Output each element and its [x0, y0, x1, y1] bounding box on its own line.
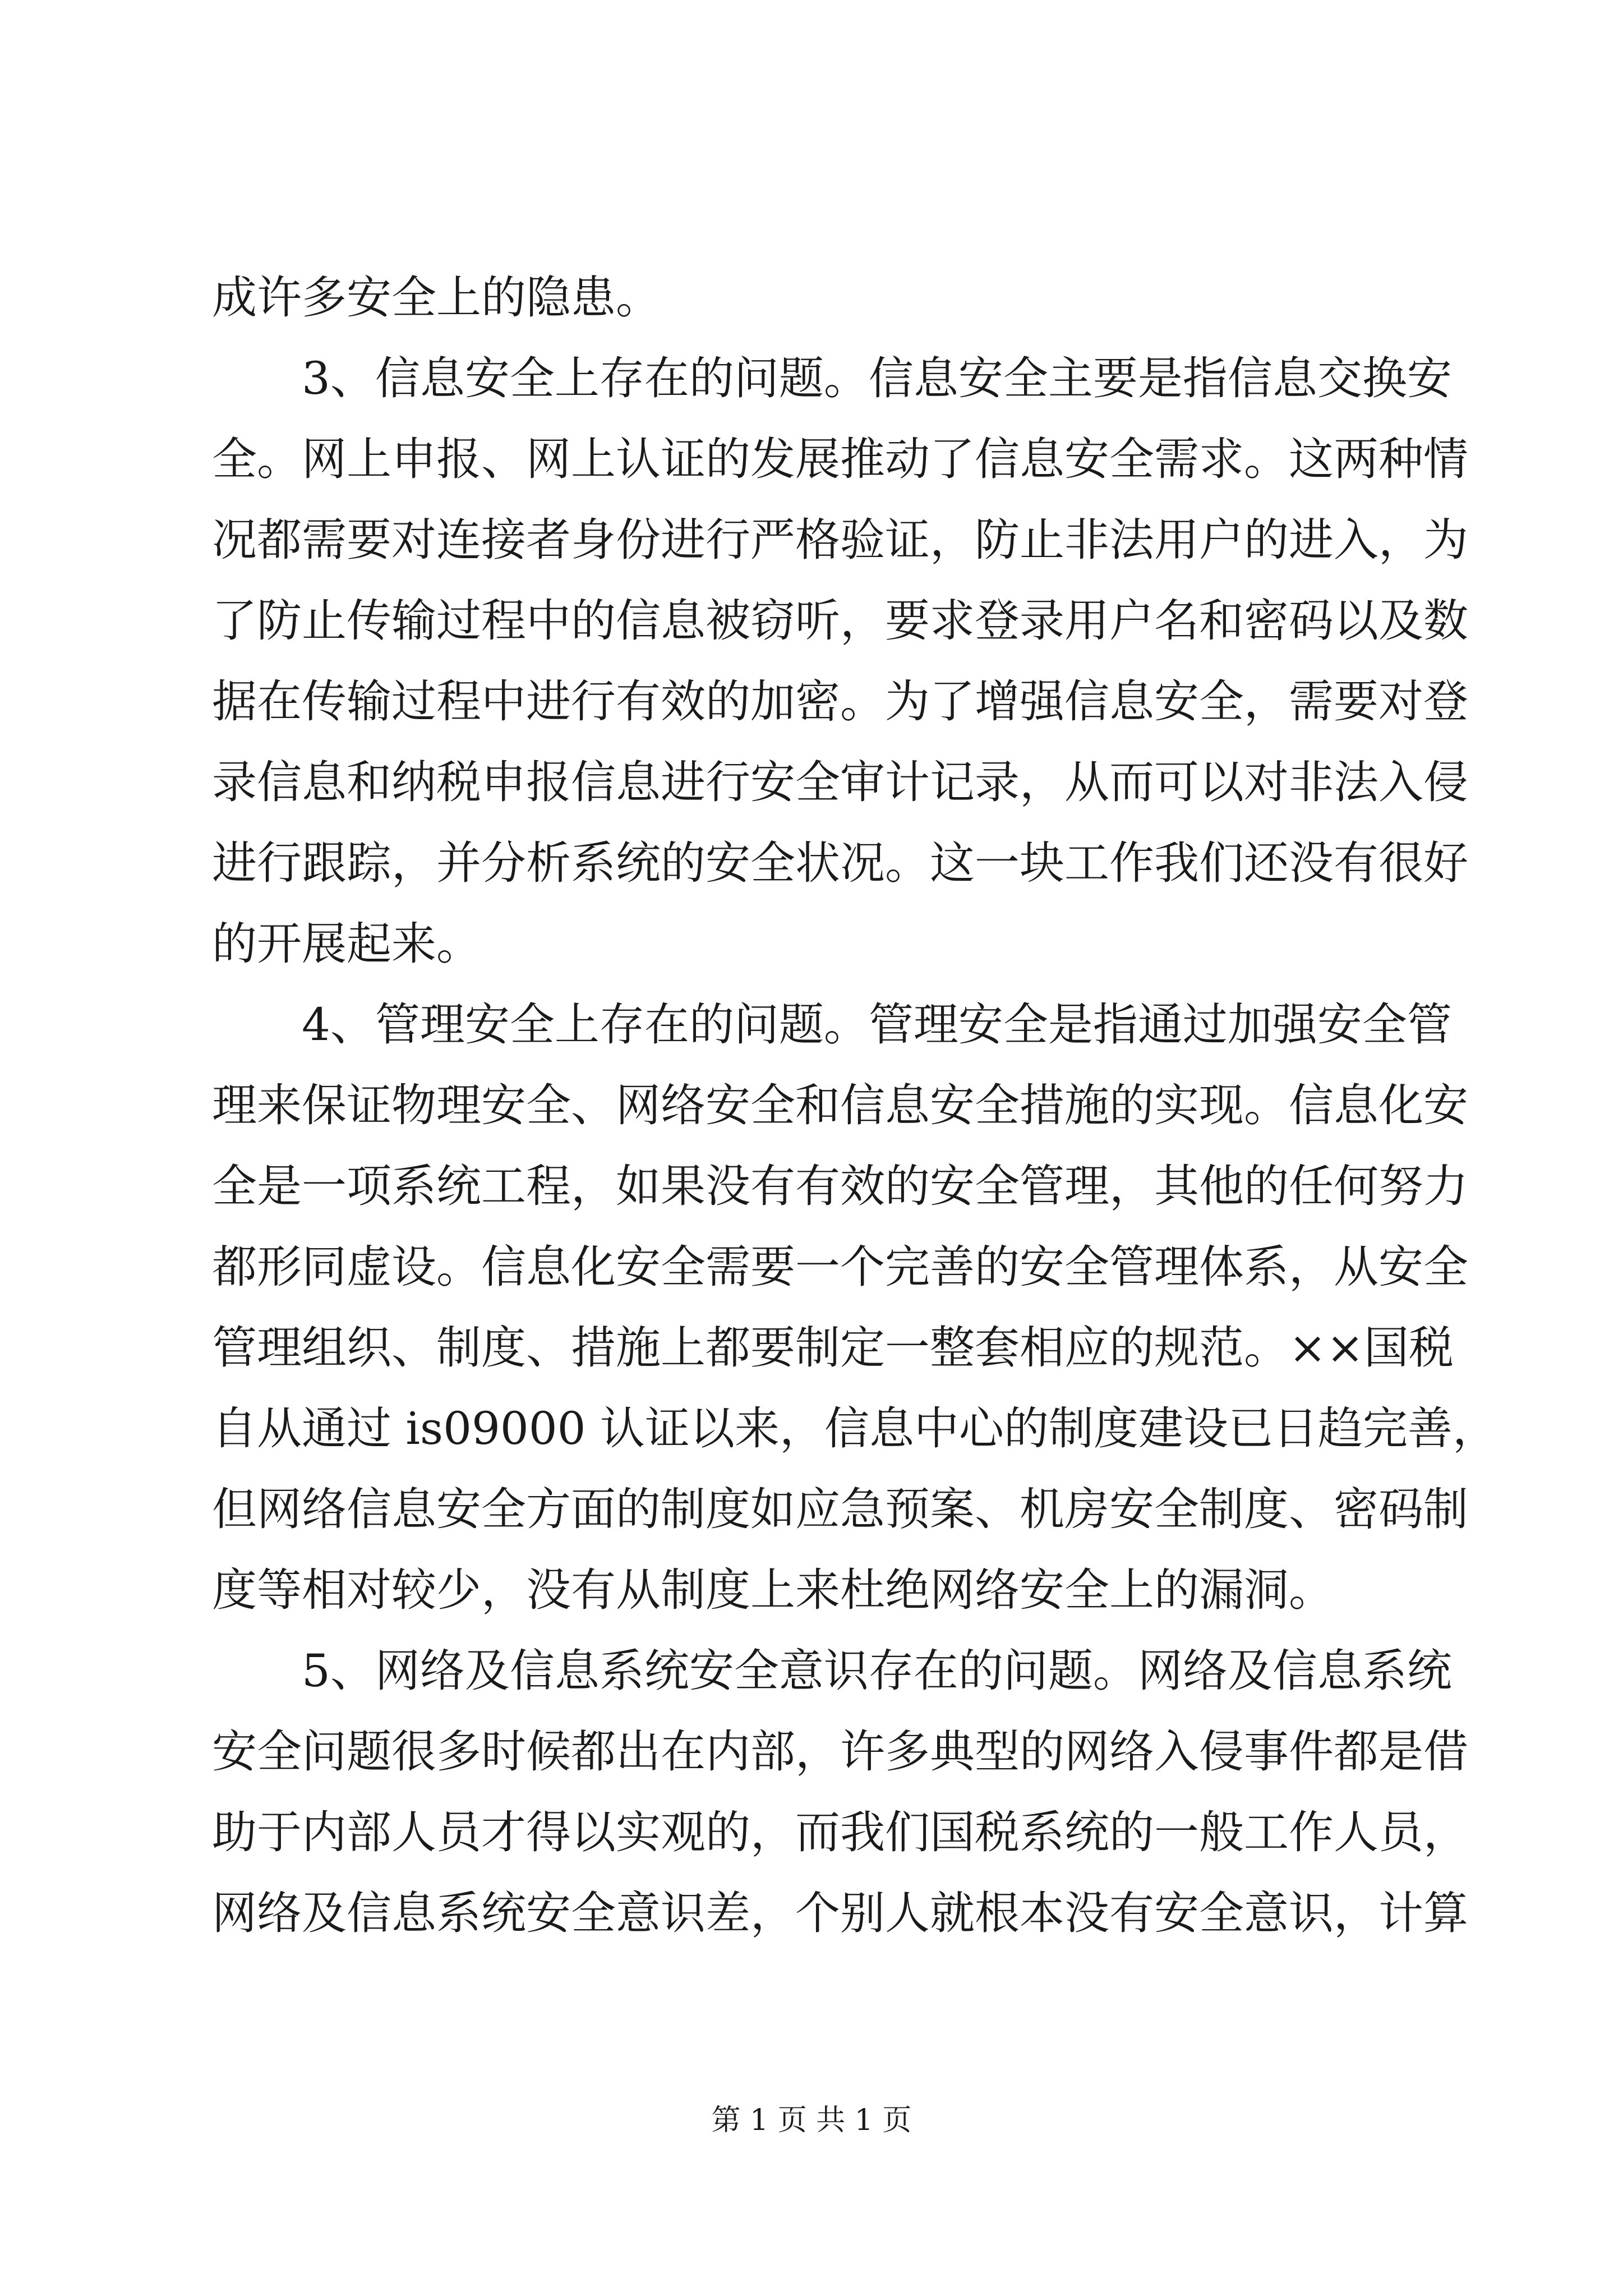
text-line [212, 1631, 1452, 1711]
text-line [212, 742, 1468, 823]
line-text: 进行跟踪，并分析系统的安全状况。这一块工作我们还没有很好 [212, 837, 1468, 889]
text-line [212, 1308, 1454, 1388]
document-body [212, 257, 1497, 1954]
paragraph [212, 984, 1497, 1631]
line-text: 4、管理安全上存在的问题。管理安全是指通过加强安全管 [302, 999, 1452, 1051]
text-line [212, 338, 1452, 419]
paragraph [212, 257, 1423, 338]
paragraph [212, 338, 1468, 984]
text-line [212, 581, 1468, 661]
line-text: 了防止传输过程中的信息被窃听，要求登录用户名和密码以及数 [212, 595, 1468, 647]
line-text: 的开展起来。 [212, 918, 481, 970]
line-text: 安全问题很多时候都出在内部，许多典型的网络入侵事件都是借 [212, 1726, 1468, 1778]
text-line [212, 1873, 1468, 1954]
text-line [212, 500, 1468, 581]
text-line [212, 823, 1468, 904]
line-text: 据在传输过程中进行有效的加密。为了增强信息安全，需要对登 [212, 675, 1468, 728]
line-text: 全。网上申报、网上认证的发展推动了信息安全需求。这两种情 [212, 433, 1468, 485]
text-line [212, 1065, 1468, 1146]
line-text: 都形同虚设。信息化安全需要一个完善的安全管理体系，从安全 [212, 1241, 1468, 1293]
line-text: 但网络信息安全方面的制度如应急预案、机房安全制度、密码制 [212, 1483, 1468, 1535]
text-line [212, 1227, 1468, 1308]
line-text: 成许多安全上的隐患。 [212, 272, 661, 324]
text-line [212, 1388, 1497, 1469]
text-line [212, 1146, 1468, 1227]
line-text: 3、信息安全上存在的问题。信息安全主要是指信息交换安 [302, 352, 1452, 404]
text-line [212, 1711, 1468, 1792]
line-text: 5、网络及信息系统安全意识存在的问题。网络及信息系统 [302, 1645, 1452, 1697]
line-text: 理来保证物理安全、网络安全和信息安全措施的实现。信息化安 [212, 1079, 1468, 1131]
line-text: 况都需要对连接者身份进行严格验证，防止非法用户的进入，为 [212, 514, 1468, 566]
text-line [212, 984, 1452, 1065]
text-line [212, 419, 1468, 500]
text-line [212, 1469, 1468, 1550]
line-text: 录信息和纳税申报信息进行安全审计记录，从而可以对非法入侵 [212, 756, 1468, 808]
line-text: 自从通过 is09000 认证以来，信息中心的制度建设已日趋完善， [212, 1402, 1497, 1455]
line-text: 全是一项系统工程，如果没有有效的安全管理，其他的任何努力 [212, 1160, 1468, 1212]
line-text: 管理组织、制度、措施上都要制定一整套相应的规范。××国税 [212, 1322, 1454, 1374]
text-line [212, 257, 1423, 338]
text-line [212, 1550, 1423, 1631]
text-line [212, 661, 1468, 742]
line-text: 度等相对较少，没有从制度上来杜绝网络安全上的漏洞。 [212, 1564, 1334, 1616]
line-text: 网络及信息系统安全意识差，个别人就根本没有安全意识，计算 [212, 1887, 1468, 1939]
page-footer: 第 1 页 共 1 页 [711, 2104, 912, 2137]
text-line [212, 1792, 1468, 1873]
line-text: 助于内部人员才得以实观的，而我们国税系统的一般工作人员， [212, 1806, 1468, 1858]
paragraph [212, 1631, 1468, 1954]
text-line [212, 904, 1423, 984]
